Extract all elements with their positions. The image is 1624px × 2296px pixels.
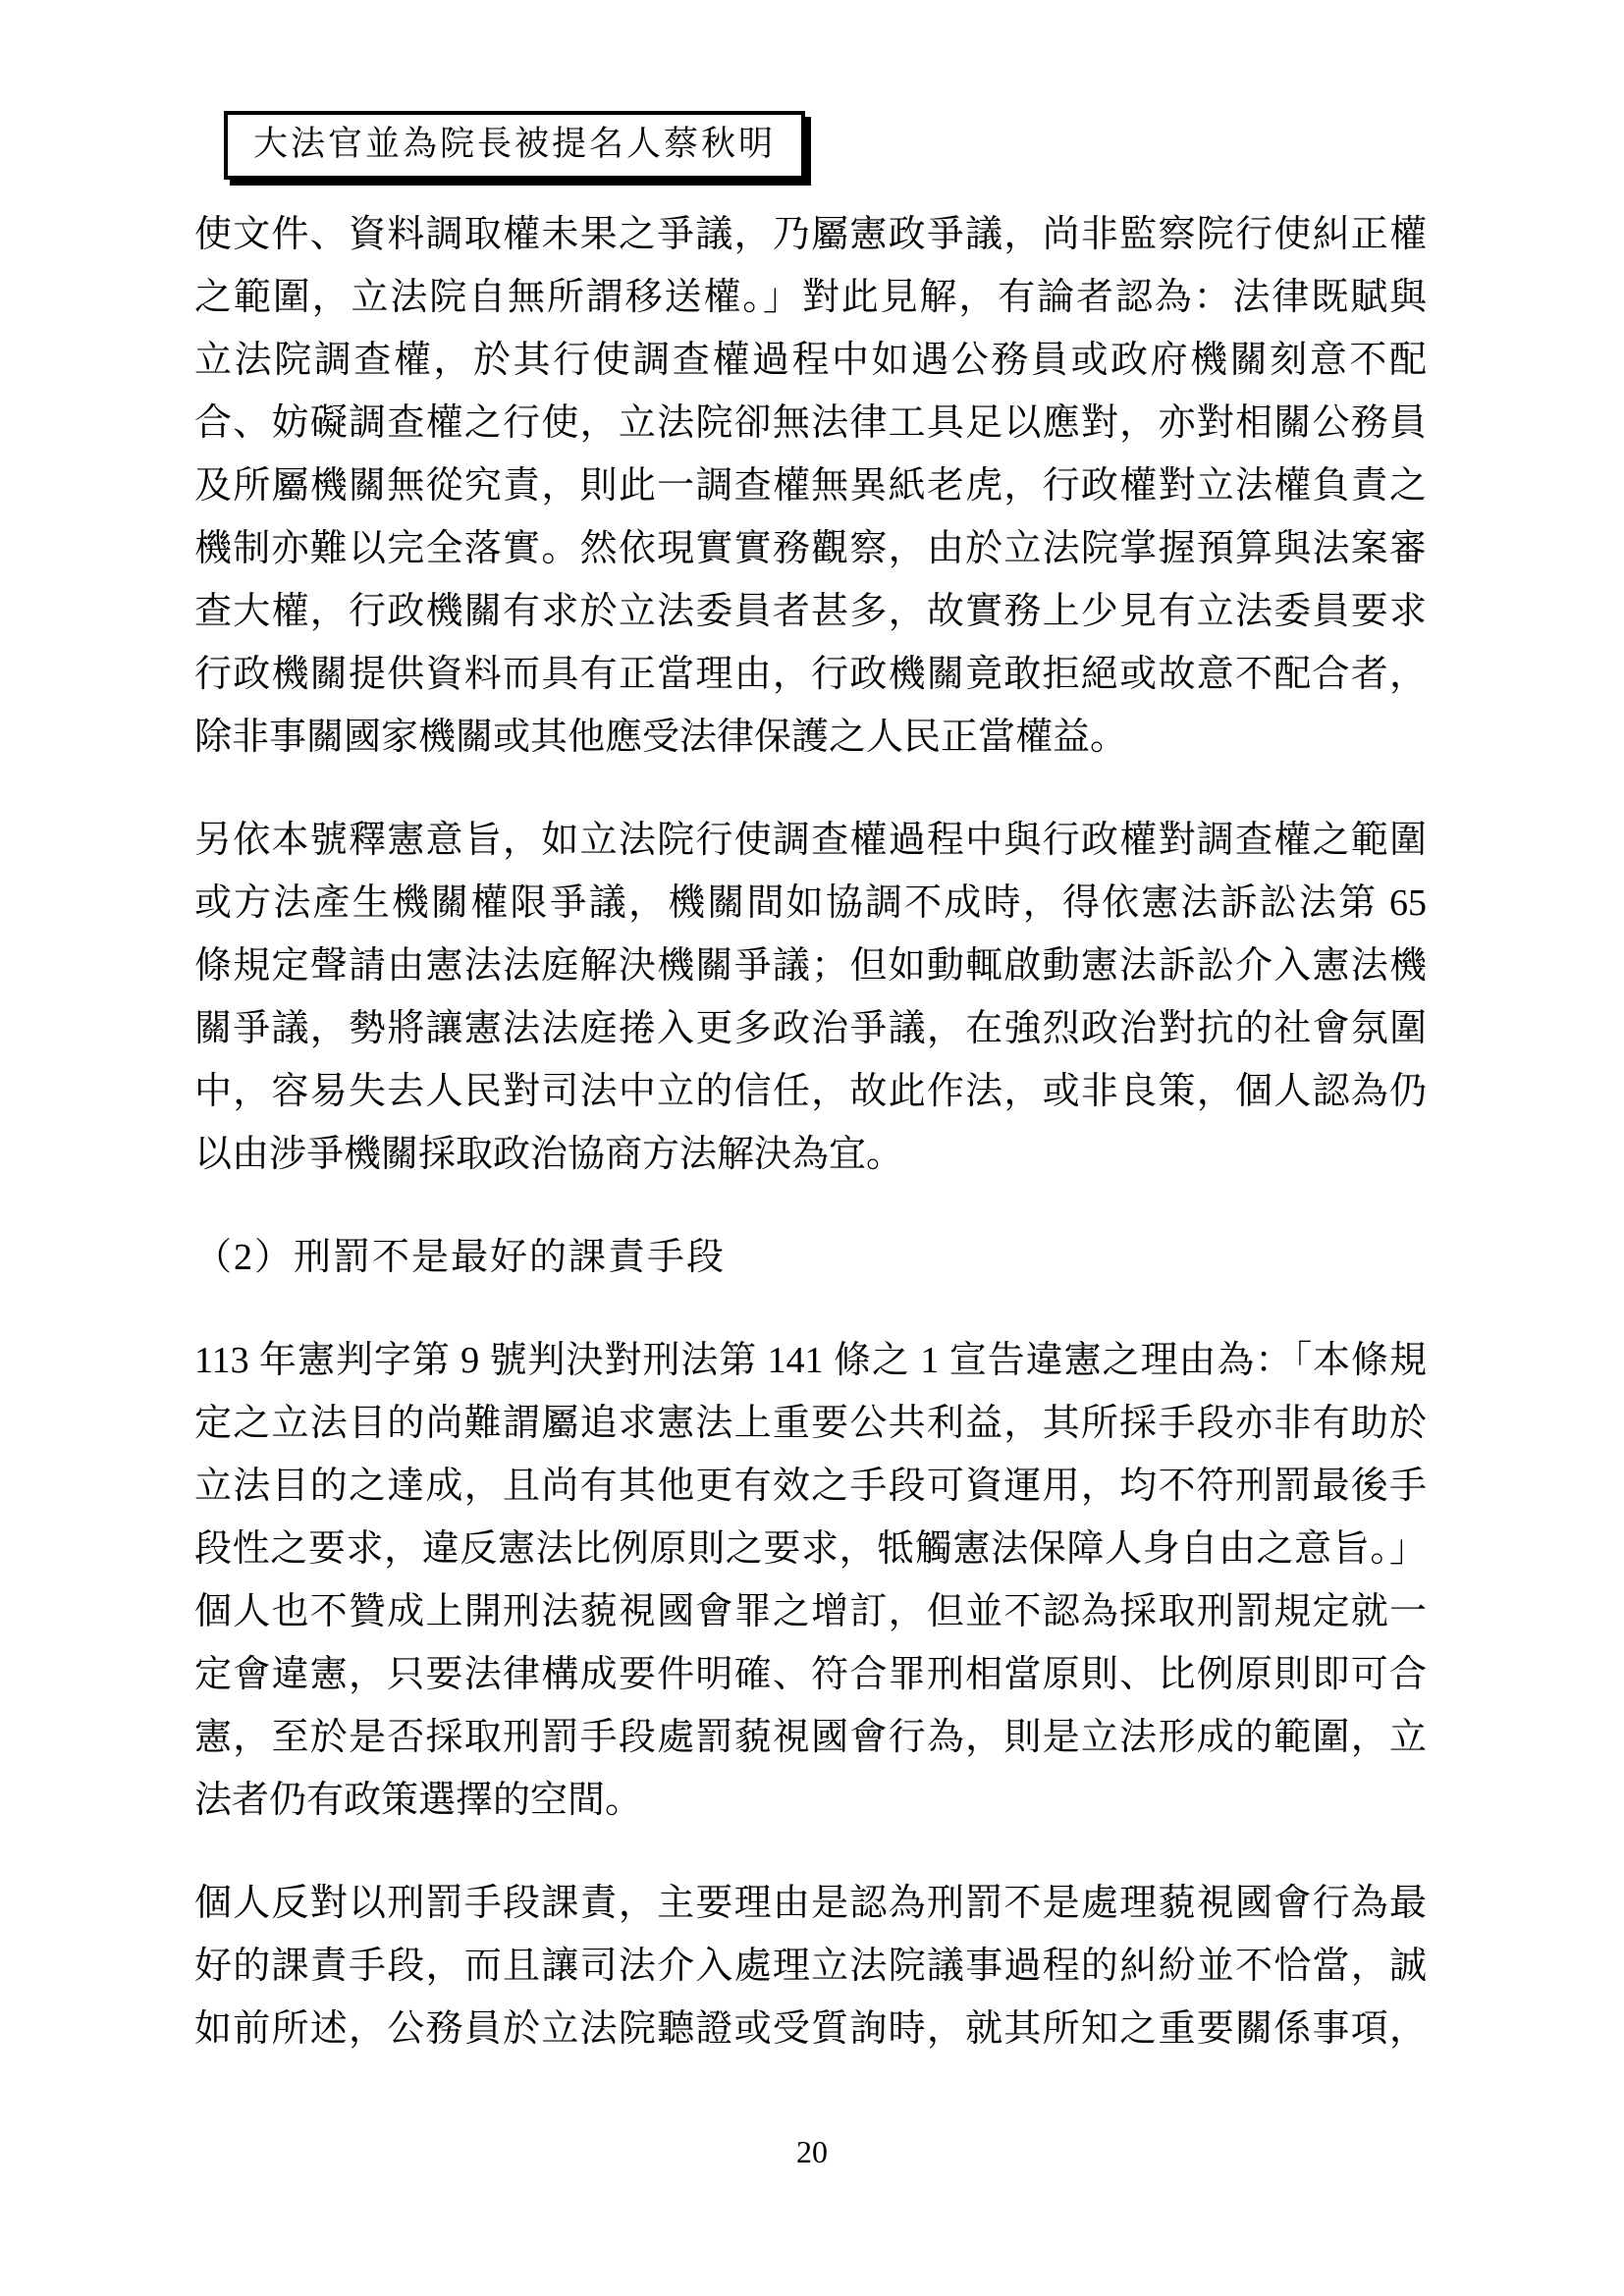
text-line: 個人反對以刑罰手段課責，主要理由是認為刑罰不是處理藐視國會行為最 <box>194 1883 1427 1924</box>
text-line: 合、妨礙調查權之行使，立法院卻無法律工具足以應對，亦對相關公務員 <box>194 402 1427 444</box>
text-line: 使文件、資料調取權未果之爭議，乃屬憲政爭議，尚非監察院行使糾正權 <box>194 214 1427 255</box>
page-content <box>194 111 1427 2060</box>
text-line: 行政機關提供資料而具有正當理由，行政機關竟敢拒絕或故意不配合者， <box>194 654 1427 695</box>
text-line: 中，容易失去人民對司法中立的信任，故此作法，或非良策，個人認為仍 <box>194 1071 1427 1112</box>
body-paragraph-2 <box>194 809 1427 1186</box>
text-line: 及所屬機關無從究責，則此一調查權無異紙老虎，行政權對立法權負責之 <box>194 465 1427 507</box>
text-line: 如前所述，公務員於立法院聽證或受質詢時，就其所知之重要關係事項， <box>194 2008 1427 2050</box>
body-paragraph-4 <box>194 1872 1427 2060</box>
text-line: 好的課責手段，而且讓司法介入處理立法院議事過程的糾紛並不恰當，誠 <box>194 1946 1427 1987</box>
text-line: 以由涉爭機關採取政治協商方法解決為宜。 <box>194 1134 904 1175</box>
text-line: 立法院調查權，於其行使調查權過程中如遇公務員或政府機關刻意不配 <box>194 340 1427 381</box>
text-line: 另依本號釋憲意旨，如立法院行使調查權過程中與行政權對調查權之範圍 <box>194 820 1427 861</box>
text-line: 關爭議，勢將讓憲法法庭捲入更多政治爭議，在強烈政治對抗的社會氛圍 <box>194 1008 1427 1049</box>
text-line: 憲，至於是否採取刑罰手段處罰藐視國會行為，則是立法形成的範圍，立 <box>194 1717 1427 1758</box>
text-line: 除非事關國家機關或其他應受法律保護之人民正當權益。 <box>194 717 1128 758</box>
body-paragraph-3 <box>194 1329 1427 1832</box>
text-line: 查大權，行政機關有求於立法委員者甚多，故實務上少見有立法委員要求 <box>194 591 1427 632</box>
section-heading: （2）刑罰不是最好的課責手段 <box>194 1237 727 1278</box>
text-line: 或方法產生機關權限爭議，機關間如協調不成時，得依憲法訴訟法第 65 <box>194 882 1427 924</box>
text-line: 定會違憲，只要法律構成要件明確、符合罪刑相當原則、比例原則即可合 <box>194 1654 1427 1695</box>
text-line: 之範圍，立法院自無所謂移送權。」對此見解，有論者認為：法律既賦與 <box>194 277 1427 318</box>
header-label: 大法官並為院長被提名人蔡秋明 <box>253 125 777 163</box>
text-line: 機制亦難以完全落實。然依現實實務觀察，由於立法院掌握預算與法案審 <box>194 528 1427 569</box>
text-line: 定之立法目的尚難謂屬追求憲法上重要公共利益，其所採手段亦非有助於 <box>194 1403 1427 1444</box>
text-line: 法者仍有政策選擇的空間。 <box>194 1780 643 1821</box>
text-line: 段性之要求，違反憲法比例原則之要求，牴觸憲法保障人身自由之意旨。」 <box>194 1528 1427 1570</box>
body-paragraph-1 <box>194 203 1427 769</box>
text-line: 113 年憲判字第 9 號判決對刑法第 141 條之 1 宣告違憲之理由為：「本條規 <box>194 1340 1427 1381</box>
text-line: 條規定聲請由憲法法庭解決機關爭議；但如動輒啟動憲法訴訟介入憲法機 <box>194 945 1427 987</box>
text-line: 立法目的之達成，且尚有其他更有效之手段可資運用，均不符刑罰最後手 <box>194 1466 1427 1507</box>
header-box <box>224 111 805 180</box>
text-line: 個人也不贊成上開刑法藐視國會罪之增訂，但並不認為採取刑罰規定就一 <box>194 1591 1427 1632</box>
page-number: 20 <box>796 2134 828 2169</box>
